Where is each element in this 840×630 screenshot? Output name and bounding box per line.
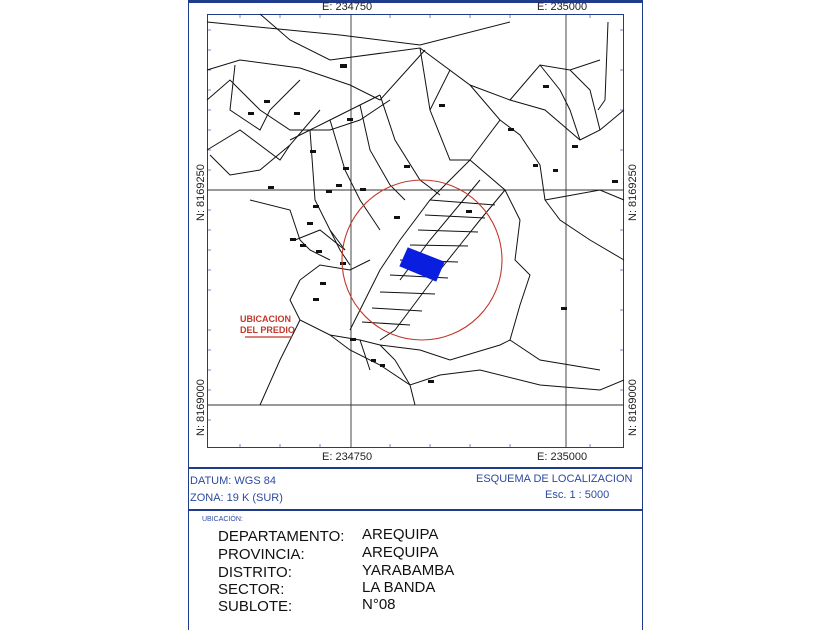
bottom-coord-easting-2: E: 235000 <box>537 451 588 463</box>
sublote-key: SUBLOTE: <box>218 598 293 615</box>
ubicacion-label: UBICACIÓN: <box>202 516 243 523</box>
location-marker-label-1: UBICACION <box>240 314 291 324</box>
department-key: DEPARTAMENTO: <box>218 528 345 545</box>
sector-value: LA BANDA <box>362 579 436 596</box>
department-value: AREQUIPA <box>362 526 439 543</box>
right-coord-northing-2: N: 8169000 <box>627 379 639 436</box>
scale-label: Esc. 1 : 5000 <box>545 489 610 501</box>
sector-key: SECTOR: <box>218 581 285 598</box>
province-value: AREQUIPA <box>362 544 439 561</box>
zone-label: ZONA: 19 K (SUR) <box>190 492 283 504</box>
sublote-value: N°08 <box>362 596 396 613</box>
lot-markers <box>248 64 618 383</box>
top-coord-easting-1: E: 234750 <box>322 1 373 13</box>
left-coord-northing-1: N: 8169250 <box>195 164 207 221</box>
location-marker-label-2: DEL PREDIO <box>240 325 295 335</box>
parcel-boundaries <box>207 14 624 405</box>
top-coord-easting-2: E: 235000 <box>537 1 588 13</box>
schema-title: ESQUEMA DE LOCALIZACION <box>476 473 633 485</box>
province-key: PROVINCIA: <box>218 546 305 563</box>
right-coord-northing-1: N: 8169250 <box>627 164 639 221</box>
district-key: DISTRITO: <box>218 564 292 581</box>
left-coord-northing-2: N: 8169000 <box>195 379 207 436</box>
datum-label: DATUM: WGS 84 <box>190 475 276 487</box>
district-value: YARABAMBA <box>362 562 455 579</box>
bottom-coord-easting-1: E: 234750 <box>322 451 373 463</box>
